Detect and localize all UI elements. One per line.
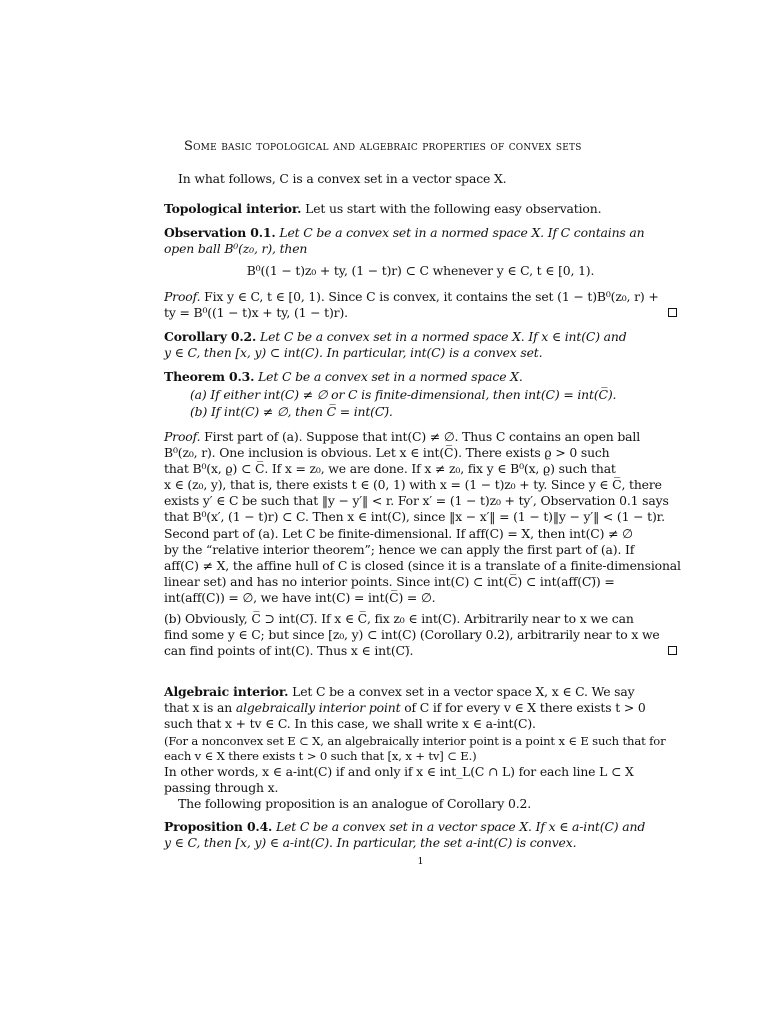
proof-1-line-1 — [164, 289, 677, 305]
proof-1-text-1: Fix y ∈ C, t ∈ [0, 1). Since C is convex, it contains the set (1 − t)B⁰(z₀, r) + — [204, 289, 659, 304]
corollary-text-1: Let C be a convex set in a normed space X. If x ∈ int(C) and — [259, 329, 627, 344]
algebraic-line-8: The following proposition is an analogue of Corollary 0.2. — [178, 796, 532, 811]
page-number: 1 — [417, 856, 424, 867]
proof-2-line: linear set) and has no interior points. Since int(C) ⊂ int(C̅) ⊂ int(aff(C)̅) = — [164, 574, 615, 589]
observation-line-1 — [164, 225, 677, 241]
topological-heading: Topological interior. — [164, 201, 302, 216]
algebraic-term: algebraically interior point — [235, 700, 401, 715]
proof-2-line: x ∈ (z₀, y), that is, there exists t ∈ (0, 1) with x = (1 − t)z₀ + ty. Since y ∈ C̅, there — [164, 477, 662, 492]
corollary-label: Corollary 0.2. — [164, 329, 257, 344]
proof-2-line: exists y′ ∈ C be such that ‖y − y′‖ < r. For x′ = (1 − t)z₀ + ty′, Observation 0.1 says — [164, 493, 669, 508]
algebraic-text-2c: of C if for every v ∈ X there exists t > 0 — [404, 700, 646, 715]
theorem-line — [164, 369, 677, 385]
algebraic-line-3: such that x + tv ∈ C. In this case, we shall write x ∈ a-int(C). — [164, 716, 536, 731]
algebraic-line-6: In other words, x ∈ a-int(C) if and only if x ∈ int_L(C ∩ L) for each line L ⊂ X — [164, 764, 634, 779]
qed-square-icon — [668, 308, 677, 317]
algebraic-line-1 — [164, 684, 677, 700]
algebraic-heading: Algebraic interior. — [164, 684, 289, 699]
proof-2-line-1 — [164, 429, 677, 445]
intro-paragraph: In what follows, C is a convex set in a vector space X. — [178, 171, 507, 186]
proof-1-text-2: ty = B⁰((1 − t)x + ty, (1 − t)r). — [164, 305, 348, 320]
proof-2-line: find some y ∈ C; but since [z₀, y) ⊂ int(C) (Corollary 0.2), arbitrarily near to x we — [164, 627, 660, 642]
proposition-text-1: Let C be a convex set in a vector space X. If x ∈ a-int(C) and — [276, 819, 646, 834]
observation-label: Observation 0.1. — [164, 225, 276, 240]
proposition-label: Proposition 0.4. — [164, 819, 273, 834]
proof-2-text: First part of (a). Suppose that int(C) ≠ ∅. Thus C contains an open ball — [204, 429, 641, 444]
algebraic-text-1: Let C be a convex set in a vector space X, x ∈ C. We say — [292, 684, 635, 699]
proof-1-line-2 — [164, 305, 677, 321]
proposition-line-1 — [164, 819, 677, 835]
proof-2-line: Second part of (a). Let C be finite-dimensional. If aff(C) = X, then int(C) ≠ ∅ — [164, 526, 633, 541]
theorem-item-a: (a) If either int(C) ≠ ∅ or C is finite-dimensional, then int(C) = int(C̅). — [190, 387, 617, 402]
observation-text-1: Let C be a convex set in a normed space X. If C contains an — [279, 225, 645, 240]
algebraic-line-4: (For a nonconvex set E ⊂ X, an algebraically interior point is a point x ∈ E such that for — [164, 734, 666, 748]
page-title: Some basic topological and algebraic properties of convex sets — [184, 139, 582, 154]
observation-line-2: open ball B⁰(z₀, r), then — [164, 241, 308, 256]
proof-2-line: by the “relative interior theorem”; hence we can apply the first part of (a). If — [164, 542, 635, 557]
algebraic-line-7: passing through x. — [164, 780, 279, 795]
corollary-line-1 — [164, 329, 677, 345]
proposition-line-2: y ∈ C, then [x, y) ∈ a-int(C). In particular, the set a-int(C) is convex. — [164, 835, 577, 850]
proof-1-label: Proof. — [164, 289, 201, 304]
proof-2-last-line — [164, 643, 677, 659]
qed-square-icon — [668, 646, 677, 655]
proof-2-line: B⁰(z₀, r). One inclusion is obvious. Let x ∈ int(C̅). There exists ϱ > 0 such — [164, 445, 610, 460]
proof-2-line: that B⁰(x′, (1 − t)r) ⊂ C. Then x ∈ int(C), since ‖x − x′‖ = (1 − t)‖y − y′‖ < (1 − t)r. — [164, 509, 665, 524]
topological-paragraph — [164, 201, 677, 217]
theorem-item-b: (b) If int(C) ≠ ∅, then C̅ = int(C)̅. — [190, 404, 393, 419]
algebraic-text-2a: that x is an — [164, 700, 233, 715]
theorem-label: Theorem 0.3. — [164, 369, 255, 384]
corollary-line-2: y ∈ C, then [x, y) ⊂ int(C). In particular, int(C) is a convex set. — [164, 345, 543, 360]
proof-2-line: int(aff(C)) = ∅, we have int(C) = int(C̅) = ∅. — [164, 590, 436, 605]
topological-text: Let us start with the following easy observation. — [305, 201, 602, 216]
algebraic-line-5: each v ∈ X there exists t > 0 such that [x, x + tv] ⊂ E.) — [164, 749, 477, 763]
observation-formula: B⁰((1 − t)z₀ + ty, (1 − t)r) ⊂ C whenever y ∈ C, t ∈ [0, 1). — [246, 263, 595, 278]
proof-2-text-end: can find points of int(C). Thus x ∈ int(C)̅. — [164, 643, 414, 658]
proof-2-line: (b) Obviously, C̅ ⊃ int(C)̅. If x ∈ C̅, fix z₀ ∈ int(C). Arbitrarily near to x we can — [164, 611, 634, 626]
proof-2-label: Proof. — [164, 429, 201, 444]
theorem-statement: Let C be a convex set in a normed space X. — [258, 369, 523, 384]
proof-2-line: that B⁰(x, ϱ) ⊂ C̅. If x = z₀, we are done. If x ≠ z₀, fix y ∈ B⁰(x, ϱ) such that — [164, 461, 616, 476]
algebraic-line-2 — [164, 700, 677, 716]
proof-2-line: aff(C) ≠ X, the affine hull of C is closed (since it is a translate of a finite-dimensional — [164, 558, 681, 573]
